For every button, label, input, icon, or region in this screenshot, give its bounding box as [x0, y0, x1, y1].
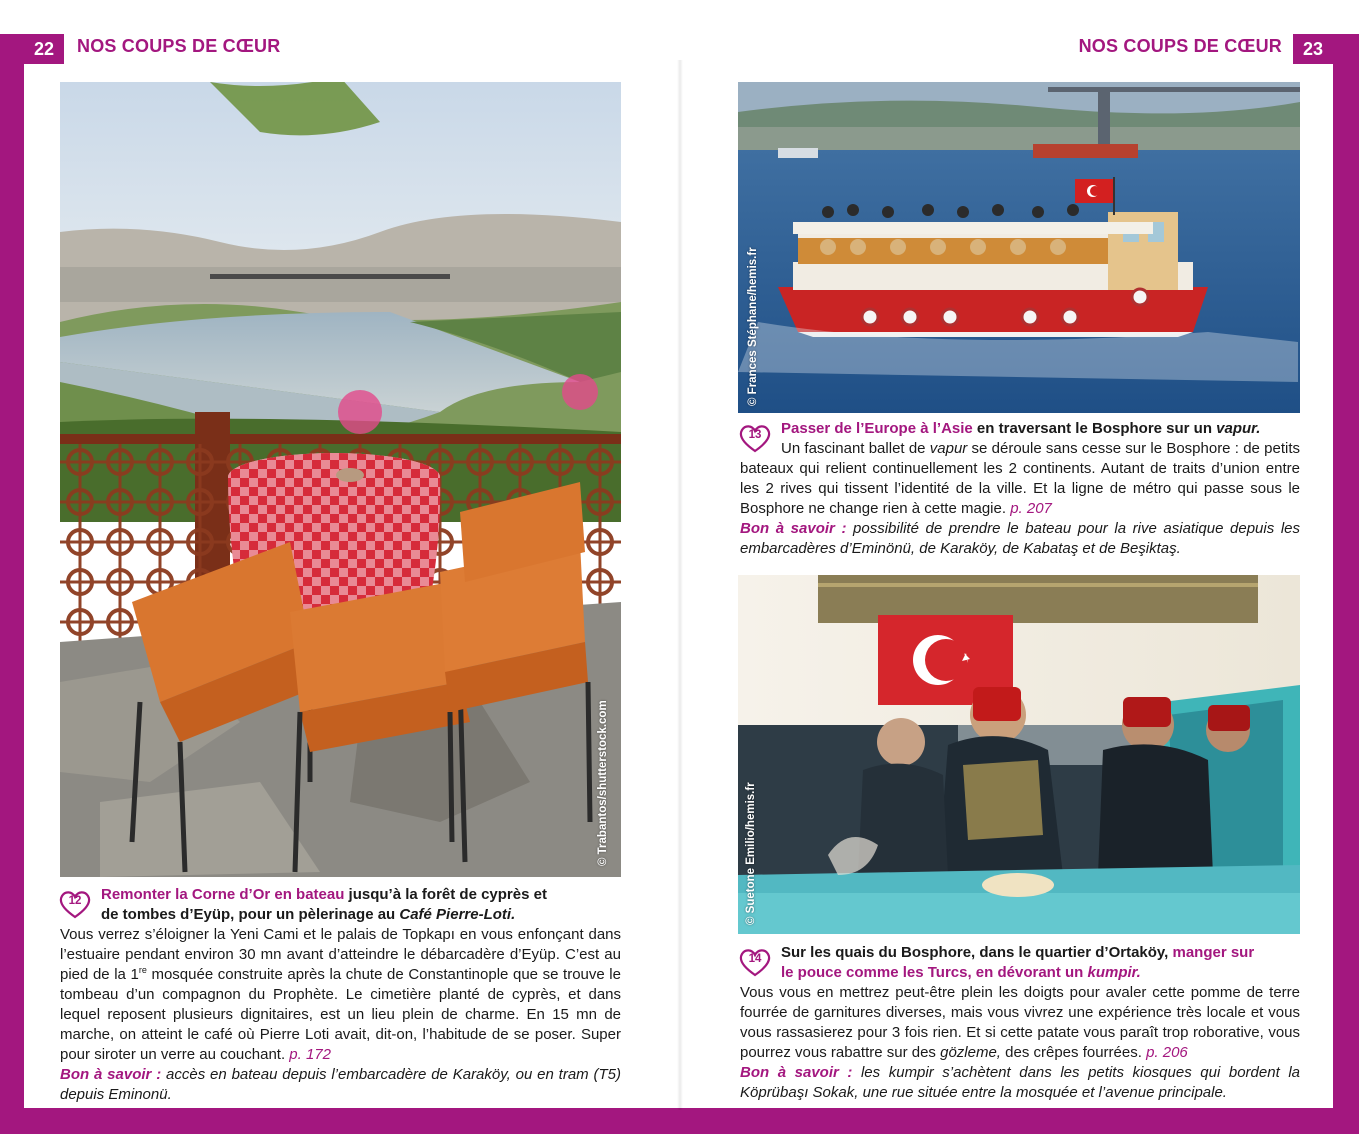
kumpir-boat-photo [738, 575, 1300, 934]
entry-14-body [740, 983, 1300, 1063]
entry-12-body-sup: re [138, 965, 147, 975]
entry-14-lead-text: Sur les quais du Bosphore, dans le quartier d’Ortaköy, [781, 944, 1173, 961]
entry-12-tip-text: accès en bateau depuis l’embarcadère de Karaköy, ou en tram (T5) depuis Eminonü. [60, 1066, 622, 1103]
entry-13-page-ref[interactable]: p. 207 [1010, 500, 1052, 517]
photo-credit-golden-horn: © Trabantos/shutterstock.com [597, 700, 609, 866]
page-border-bottom [0, 1108, 1359, 1134]
entry-12-lead-highlight: Remonter la Corne d’Or en bateau [101, 886, 345, 903]
entry-13-body [740, 439, 1300, 519]
entry-14-body-text-1: Vous vous en mettrez peut-être plein les doigts pour avaler cette pomme de terre fourrée de garnitures diverses, mais vous vivrez une expérience très locale et vous vous rassasierez pour 3 fois rien. Et si cette patate vous paraît trop roborative, vous pourrez vous rabattre sur des [740, 984, 1300, 1061]
page-border-left [0, 0, 24, 1134]
entry-14-number: 14 [748, 953, 762, 965]
right-page-number: 23 [1293, 34, 1333, 64]
entry-12-page-ref[interactable]: p. 172 [289, 1046, 332, 1063]
entry-14-body-italic: gözleme, [940, 1044, 1001, 1061]
entry-13-body-text-1: Un fascinant ballet de [781, 440, 930, 457]
entry-13-tip-label: Bon à savoir : [740, 520, 847, 537]
photo-credit-kumpir: © Suetone Emilio/hemis.fr [745, 782, 757, 925]
entry-12-body-text-1: Vous verrez s’éloigner la Yeni Cami et le palais de Topkapı en vous enfonçant dans l’estuaire pendant environ 30 mn avant d’atteindre le débarcadère d’Eyüp. C’est au pied de la 1 [60, 926, 621, 983]
entry-12-tip-label: Bon à savoir : [60, 1066, 162, 1083]
entry-13-tip [740, 519, 1300, 559]
entry-14-page-ref[interactable]: p. 206 [1146, 1044, 1188, 1061]
entry-12-lead-text-1: jusqu’à la forêt de cyprès et [344, 886, 547, 903]
left-section-title: NOS COUPS DE CŒUR [77, 36, 281, 56]
entry-12-body-text-2: mosquée construite après la chute de Constantinople que se trouve le tombeau d’un compagnon du Prophète. Le cimetière planté de cyprès, et dans lequel reposent plusieurs dignitaires, est un lieu plein de charme. En 15 mn de marche, on atteint le café où Pierre Loti avait, dit-on, l’habitude de se poser. Super pour siroter un verre au couchant. [60, 966, 621, 1063]
entry-14-lead-highlight: manger sur le pouce comme les Turcs, en dévorant un [781, 944, 1255, 981]
entry-13-body-text-2: se déroule sans cesse sur le Bosphore : de petits bateaux qui relient continuellement les 2 continents. Autant de traits d’union entre les 2 rives qui tissent l’identité de la ville. Et la ligne de métro qui passe sous le Bosphore ne change rien à cette magie. [740, 440, 1300, 517]
bosphorus-ferry-photo [738, 82, 1300, 413]
entry-13-lead-text: en traversant le Bosphore sur un [972, 420, 1217, 437]
entry-13-lead-highlight: Passer de l’Europe à l’Asie [781, 420, 973, 437]
entry-12-body [60, 925, 621, 1065]
entry-13-tip-text: possibilité de prendre le bateau pour la rive asiatique depuis les embarcadères d’Eminönü, de Karaköy, de Kabataş et de Beşiktaş. [740, 520, 1300, 557]
entry-14-body-text-2: des crêpes fourrées. [1000, 1044, 1147, 1061]
entry-13-number: 13 [748, 429, 762, 441]
entry-12-lead-text-2: de tombes d’Eyüp, pour un pèlerinage au [101, 906, 400, 923]
entry-13-body-italic: vapur [929, 440, 968, 457]
golden-horn-terrace-photo [60, 82, 621, 877]
entry-14 [740, 943, 1300, 1103]
entry-13 [740, 419, 1300, 559]
entry-13-lead-italic: vapur. [1216, 420, 1261, 437]
entry-12-lead [60, 885, 621, 905]
entry-14-tip [740, 1063, 1300, 1103]
page-border-right [1333, 0, 1359, 1134]
entry-12-tip [60, 1065, 621, 1105]
entry-14-lead [740, 943, 1300, 983]
entry-14-tip-label: Bon à savoir : [740, 1064, 853, 1081]
entry-14-tip-text: les kumpir s’achètent dans les petits kiosques qui bordent la Köprübaşı Sokak, une rue située entre la mosquée et l’avenue principale. [740, 1064, 1300, 1101]
left-page-number: 22 [24, 34, 64, 64]
entry-12-number: 12 [68, 895, 82, 907]
right-section-title: NOS COUPS DE CŒUR [1078, 36, 1282, 56]
entry-12-lead-italic: Café Pierre-Loti. [399, 906, 516, 923]
entry-13-lead [740, 419, 1300, 439]
page-top-margin [0, 0, 1359, 34]
entry-12-lead-line-2 [60, 905, 621, 925]
photo-credit-ferry: © Frances Stéphane/hemis.fr [747, 247, 759, 406]
entry-12 [60, 885, 621, 1105]
entry-14-lead-italic: kumpir. [1087, 964, 1141, 981]
book-gutter [677, 60, 683, 1110]
